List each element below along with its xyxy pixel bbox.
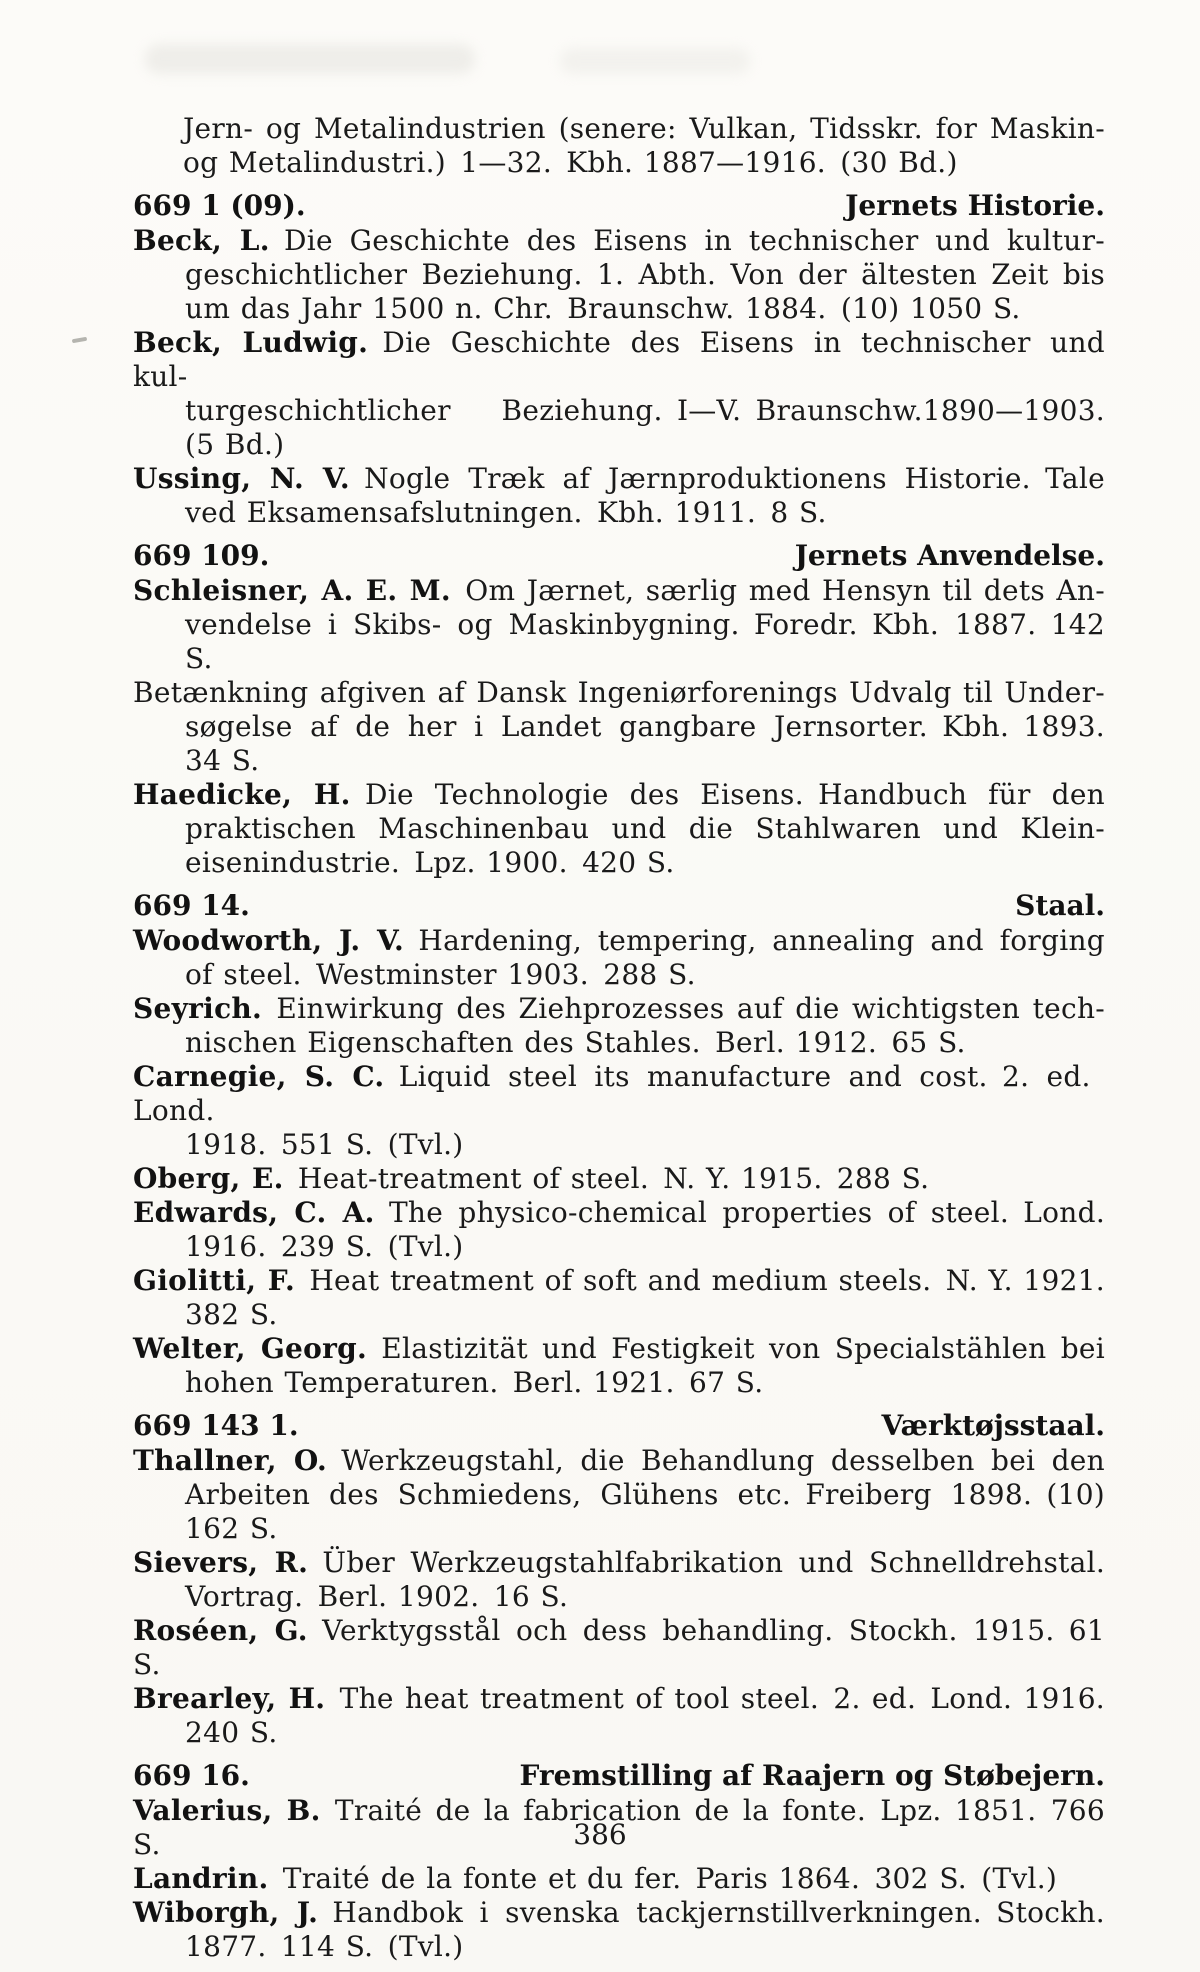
author-name: Wiborgh, J. — [133, 1896, 319, 1929]
entry-first-line: Giolitti, F. Heat treatment of soft and medium steels. N. Y. 1921. — [133, 1264, 1105, 1297]
section-heading — [133, 189, 1105, 223]
author-name: Schleisner, A. E. M. — [133, 574, 451, 607]
entry-line: 382 S. — [185, 1298, 278, 1331]
author-name: Landrin. — [133, 1862, 269, 1895]
entry-line: praktischen Maschinenbau und die Stahlwaren und Klein- — [185, 812, 1105, 845]
author-name: Beck, Ludwig. — [133, 326, 369, 359]
margin-pencil-mark-artifact — [72, 337, 87, 344]
entry-first-line: Wiborgh, J. Handbok i svenska tackjernstillverkningen. Stockh. — [133, 1896, 1105, 1929]
entry-first-line: Sievers, R. Über Werkzeugstahlfabrikation und Schnelldrehstal. — [133, 1546, 1106, 1579]
entry-line: eisenindustrie. Lpz. 1900. 420 S. — [185, 846, 675, 879]
section-heading — [133, 539, 1105, 573]
entry-first-line: Schleisner, A. E. M. Om Jærnet, særlig med Hensyn til dets An- — [133, 574, 1105, 607]
entry-line: Jern- og Metalindustrien (senere: Vulkan, Tidsskr. for Maskin- — [183, 112, 1105, 145]
entry-line: 1916. 239 S. (Tvl.) — [185, 1230, 464, 1263]
author-name: Carnegie, S. C. — [133, 1060, 385, 1093]
section-code: 669 14. — [133, 889, 250, 922]
section-title: Staal. — [1015, 889, 1105, 922]
entry-line: 34 S. — [185, 744, 260, 777]
entry-first-line: Roséen, G. Verktygsstål och dess behandling. Stockh. 1915. 61 S. — [133, 1614, 1105, 1681]
section-heading — [133, 1409, 1105, 1443]
section-title: Jernets Historie. — [845, 189, 1105, 222]
author-name: Edwards, C. A. — [133, 1196, 375, 1229]
entry-first-line: Ussing, N. V. Nogle Træk af Jærnproduktionens Historie. Tale — [133, 462, 1105, 495]
entry-line: 240 S. — [185, 1716, 278, 1749]
entry-first-line: Edwards, C. A. The physico-chemical properties of steel. Lond. — [133, 1196, 1105, 1229]
author-name: Welter, Georg. — [133, 1332, 368, 1365]
entry-first-line: Haedicke, H. Die Technologie des Eisens. Handbuch für den — [133, 778, 1105, 811]
author-name: Seyrich. — [133, 992, 263, 1025]
entry-line: 162 S. — [185, 1512, 278, 1545]
author-name: Sievers, R. — [133, 1546, 309, 1579]
entry-first-line: Welter, Georg. Elastizität und Festigkeit von Specialstählen bei — [133, 1332, 1106, 1365]
entry-first-line: Beck, Ludwig. Die Geschichte des Eisens in technischer und kul- — [133, 326, 1105, 393]
entry-line: turgeschichtlicher Beziehung. I—V. Braunschw.1890—1903. — [185, 394, 1105, 427]
author-name: Woodworth, J. V. — [133, 924, 405, 957]
entry-line: ved Eksamensafslutningen. Kbh. 1911. 8 S. — [185, 496, 827, 529]
entry-line: søgelse af de her i Landet gangbare Jernsorter. Kbh. 1893. — [185, 710, 1105, 743]
entry-line: hohen Temperaturen. Berl. 1921. 67 S. — [185, 1366, 764, 1399]
section-title: Værktøjsstaal. — [881, 1409, 1105, 1442]
author-name: Thallner, O. — [133, 1444, 327, 1477]
scan-ink-smudge-artifact — [560, 48, 750, 74]
entry-line: (5 Bd.) — [185, 428, 285, 461]
entry-first-line: Valerius, B. Traité de la fabrication de la fonte. Lpz. 1851. 766 S. — [133, 1794, 1105, 1861]
entry-first-line: Woodworth, J. V. Hardening, tempering, annealing and forging — [133, 924, 1105, 957]
author-name: Haedicke, H. — [133, 778, 351, 811]
entry-first-line: Seyrich. Einwirkung des Ziehprozesses auf die wichtigsten tech- — [133, 992, 1105, 1025]
scan-ink-smudge-artifact — [145, 44, 475, 74]
section-code: 669 109. — [133, 539, 270, 572]
page-number: 386 — [573, 1818, 627, 1851]
author-name: Valerius, B. — [133, 1794, 321, 1827]
entry-first-line: Landrin. Traité de la fonte et du fer. Paris 1864. 302 S. (Tvl.) — [133, 1862, 1058, 1895]
entry-line: Vortrag. Berl. 1902. 16 S. — [185, 1580, 569, 1613]
section-heading — [133, 889, 1105, 923]
entry-line: 1877. 114 S. (Tvl.) — [185, 1930, 464, 1963]
section-heading — [133, 1759, 1105, 1793]
text-block — [133, 112, 1105, 1964]
author-name: Oberg, E. — [133, 1162, 284, 1195]
section-code: 669 1 (09). — [133, 189, 306, 222]
section-title: Fremstilling af Raajern og Støbejern. — [519, 1759, 1105, 1792]
entry-first-line: Brearley, H. The heat treatment of tool steel. 2. ed. Lond. 1916. — [133, 1682, 1105, 1715]
section-code: 669 143 1. — [133, 1409, 299, 1442]
entry-line: Betænkning afgiven af Dansk Ingeniørforenings Udvalg til Under- — [133, 676, 1105, 709]
entry-first-line: Beck, L. Die Geschichte des Eisens in technischer und kultur- — [133, 224, 1105, 257]
entry-line: geschichtlicher Beziehung. 1. Abth. Von der ältesten Zeit bis — [185, 258, 1105, 291]
author-name: Beck, L. — [133, 224, 270, 257]
entry-line: og Metalindustri.) 1—32. Kbh. 1887—1916. (30 Bd.) — [183, 146, 958, 179]
entry-line: nischen Eigenschaften des Stahles. Berl. 1912. 65 S. — [185, 1026, 966, 1059]
section-title: Jernets Anvendelse. — [794, 539, 1105, 572]
entry-line: vendelse i Skibs- og Maskinbygning. Foredr. Kbh. 1887. 142 S. — [185, 608, 1105, 675]
entry-first-line: Carnegie, S. C. Liquid steel its manufacture and cost. 2. ed. Lond. — [133, 1060, 1106, 1127]
author-name: Brearley, H. — [133, 1682, 326, 1715]
entry-line: um das Jahr 1500 n. Chr. Braunschw. 1884. (10) 1050 S. — [185, 292, 1021, 325]
entry-first-line: Oberg, E. Heat-treatment of steel. N. Y. 1915. 288 S. — [133, 1162, 930, 1195]
author-name: Giolitti, F. — [133, 1264, 296, 1297]
author-name: Ussing, N. V. — [133, 462, 350, 495]
section-code: 669 16. — [133, 1759, 250, 1792]
entry-line: 1918. 551 S. (Tvl.) — [185, 1128, 464, 1161]
entry-line: of steel. Westminster 1903. 288 S. — [185, 958, 696, 991]
entry-first-line: Thallner, O. Werkzeugstahl, die Behandlung desselben bei den — [133, 1444, 1105, 1477]
entry-line: Arbeiten des Schmiedens, Glühens etc. Freiberg 1898. (10) — [185, 1478, 1105, 1511]
author-name: Roséen, G. — [133, 1614, 308, 1647]
